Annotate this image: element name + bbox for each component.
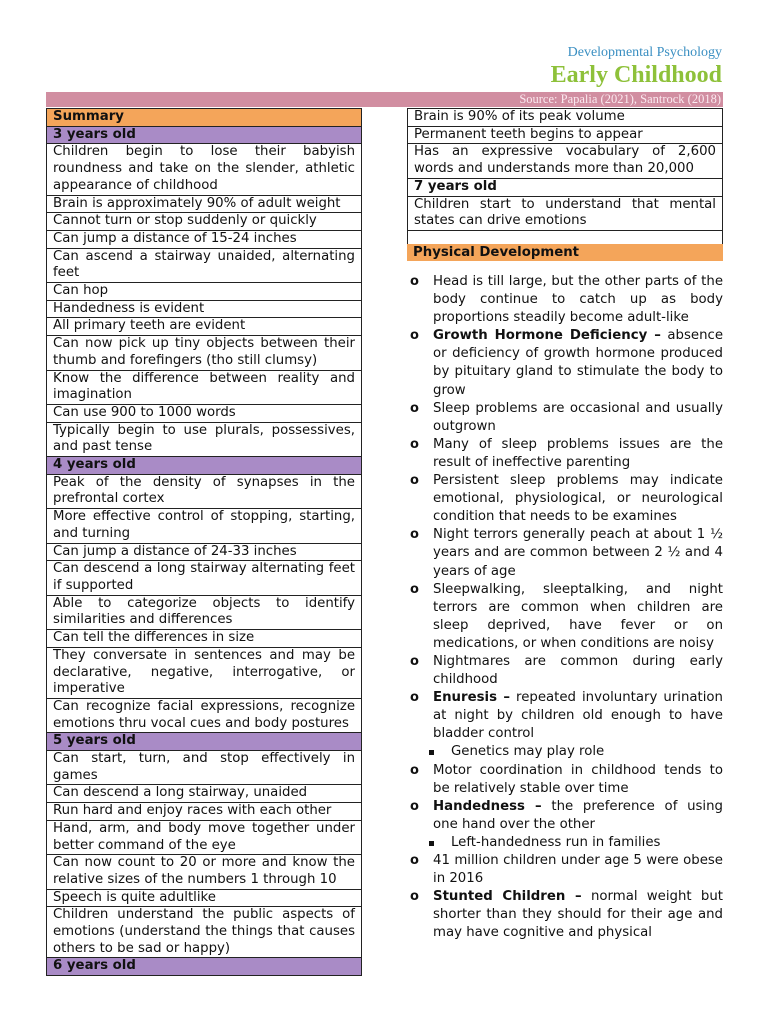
table-cell: Can descend a long stairway, unaided [47, 785, 362, 803]
term-label: Growth Hormone Deficiency – [433, 328, 661, 344]
table-row [47, 404, 362, 422]
table-cell: Know the difference between reality and imagination [47, 370, 362, 404]
table-row [47, 422, 362, 456]
circle-bullet-icon: o [410, 853, 419, 868]
table-cell: Has an expressive vocabulary of 2,600 words and understands more than 20,000 [408, 144, 723, 178]
table-cell: Can jump a distance of 24-33 inches [47, 543, 362, 561]
table-row [47, 474, 362, 508]
table-cell: 3 years old [47, 126, 362, 144]
table-cell: Able to categorize objects to identify similarities and differences [47, 595, 362, 629]
square-bullet-icon [429, 750, 434, 755]
subject-label: Developmental Psychology [567, 45, 722, 60]
table-row [47, 630, 362, 648]
table-row [47, 318, 362, 336]
circle-bullet-icon: o [410, 653, 419, 669]
table-row [47, 595, 362, 629]
list-item [407, 436, 723, 472]
list-item [407, 852, 723, 888]
table-row [47, 820, 362, 854]
circle-bullet-icon: o [410, 328, 419, 344]
table-cell: 7 years old [408, 178, 723, 196]
table-row [47, 370, 362, 404]
table-cell: Speech is quite adultlike [47, 889, 362, 907]
table-cell: Children start to understand that mental states can drive emotions [408, 196, 723, 230]
table-section-header [47, 126, 362, 144]
table-row [47, 283, 362, 301]
table-cell: Typically begin to use plurals, possessives, and past tense [47, 422, 362, 456]
list-item-text: repeated involuntary urination at night by children old enough to have bladder control [433, 690, 723, 742]
table-row [47, 647, 362, 698]
table-row [47, 213, 362, 231]
list-item-text: Sleepwalking, sleeptalking, and night terrors are common when children are sleep deprived, have fever or on medications, or when conditions are noisy [433, 581, 723, 651]
table-section-header [47, 457, 362, 475]
list-item [407, 888, 723, 942]
circle-bullet-icon: o [410, 274, 419, 289]
circle-bullet-icon: o [410, 436, 419, 452]
page-title: Early Childhood [550, 62, 722, 88]
table-cell: Peak of the density of synapses in the prefrontal cortex [47, 474, 362, 508]
circle-bullet-icon: o [410, 400, 419, 416]
table-row [408, 109, 723, 127]
table-cell: Can now count to 20 or more and know the relative sizes of the numbers 1 through 10 [47, 855, 362, 889]
term-label: Handedness – [433, 798, 542, 814]
table-row [47, 144, 362, 195]
list-item-text: 41 million children under age 5 were obese in 2016 [433, 853, 723, 887]
list-item [407, 472, 723, 526]
circle-bullet-icon: o [410, 473, 419, 489]
table-cell: Can hop [47, 283, 362, 301]
table-cell: More effective control of stopping, starting, and turning [47, 509, 362, 543]
table-cell: Run hard and enjoy races with each other [47, 803, 362, 821]
table-cell: Handedness is evident [47, 300, 362, 318]
table-cell: 4 years old [47, 457, 362, 475]
table-cell: All primary teeth are evident [47, 318, 362, 336]
list-item-text: the preference of using one hand over the other [433, 798, 723, 832]
table-cell: Children begin to lose their babyish roundness and take on the slender, athletic appearance of childhood [47, 144, 362, 195]
list-item [407, 581, 723, 653]
list-item [407, 327, 723, 399]
table-cell: They conversate in sentences and may be declarative, negative, interrogative, or imperative [47, 647, 362, 698]
table-row [47, 195, 362, 213]
table-cell: Cannot turn or stop suddenly or quickly [47, 213, 362, 231]
table-cell: Hand, arm, and body move together under better command of the eye [47, 820, 362, 854]
term-label: Enuresis – [433, 690, 511, 706]
list-item [407, 400, 723, 436]
list-item [407, 526, 723, 580]
list-item-text: Left-handedness run in families [451, 834, 661, 850]
table-cell: Summary [47, 109, 362, 127]
list-item-text: Night terrors generally peach at about 1 ½ years and are common between 2 ½ and 4 years of age [433, 527, 723, 579]
list-item [407, 762, 723, 798]
table-cell: Children understand the public aspects of emotions (understand the things that causes others to be sad or happy) [47, 907, 362, 958]
sub-list-item [407, 743, 723, 761]
table-row [47, 698, 362, 732]
table-row [47, 230, 362, 248]
circle-bullet-icon: o [410, 690, 419, 706]
table-row [47, 751, 362, 785]
source-bar [46, 92, 723, 107]
table-section-header [408, 178, 723, 196]
table-row [47, 907, 362, 958]
table-row [408, 144, 723, 178]
table-cell: 6 years old [47, 958, 362, 976]
list-item-text: Nightmares are common during early childhood [433, 653, 723, 688]
table-cell: Brain is 90% of its peak volume [408, 109, 723, 127]
circle-bullet-icon: o [410, 889, 419, 905]
list-item [407, 798, 723, 834]
table-row [47, 300, 362, 318]
table-section-header [47, 733, 362, 751]
table-section-header [47, 958, 362, 976]
term-label: Stunted Children – [433, 889, 582, 905]
table-cell: Can now pick up tiny objects between their thumb and forefingers (tho still clumsy) [47, 336, 362, 370]
list-item-text: Genetics may play role [451, 744, 605, 760]
table-cell: 5 years old [47, 733, 362, 751]
list-item-text: Persistent sleep problems may indicate emotional, physiological, or neurological condition that needs to be examines [433, 473, 723, 525]
sub-list-item [407, 834, 723, 852]
table-section-header [47, 109, 362, 127]
table-row [47, 803, 362, 821]
list-item-text: Motor coordination in childhood tends to be relatively stable over time [433, 762, 723, 796]
list-item [407, 273, 723, 327]
table-row [47, 336, 362, 370]
table-row [47, 785, 362, 803]
circle-bullet-icon: o [410, 798, 419, 814]
table-cell: Can recognize facial expressions, recognize emotions thru vocal cues and body postures [47, 698, 362, 732]
source-citation: Source: Papalia (2021), Santrock (2018) [519, 92, 721, 106]
list-item-text: absence or deficiency of growth hormone produced by pituitary gland to stimulate the body to grow [433, 328, 724, 398]
table-row [47, 561, 362, 595]
list-item [407, 653, 723, 689]
table-row [47, 889, 362, 907]
table-cell: Permanent teeth begins to appear [408, 126, 723, 144]
physical-development-header: Physical Development [407, 244, 723, 261]
table-row [47, 855, 362, 889]
list-item-text: Sleep problems are occasional and usually outgrown [433, 400, 723, 434]
list-item-text: Head is till large, but the other parts of the body continue to catch up as body proportions steadily become adult-like [433, 274, 723, 326]
table-cell: Can start, turn, and stop effectively in games [47, 751, 362, 785]
circle-bullet-icon: o [410, 762, 419, 778]
table-cell: Can descend a long stairway alternating feet if supported [47, 561, 362, 595]
table-row [47, 248, 362, 282]
physical-development-list [407, 273, 723, 942]
table-cell: Can tell the differences in size [47, 630, 362, 648]
summary-table-right [407, 108, 723, 249]
table-row [47, 509, 362, 543]
square-bullet-icon [429, 841, 434, 846]
circle-bullet-icon: o [410, 527, 419, 543]
list-item-text: Many of sleep problems issues are the result of ineffective parenting [433, 436, 723, 470]
list-item-text: normal weight but shorter than they should for their age and may have cognitive and physical [433, 889, 723, 941]
list-item [407, 689, 723, 743]
summary-table-left [46, 108, 362, 976]
circle-bullet-icon: o [410, 581, 419, 597]
table-cell: Brain is approximately 90% of adult weight [47, 195, 362, 213]
table-cell: Can jump a distance of 15-24 inches [47, 230, 362, 248]
table-row [47, 543, 362, 561]
table-cell: Can ascend a stairway unaided, alternating feet [47, 248, 362, 282]
table-cell: Can use 900 to 1000 words [47, 404, 362, 422]
table-row [408, 196, 723, 230]
table-row [408, 126, 723, 144]
